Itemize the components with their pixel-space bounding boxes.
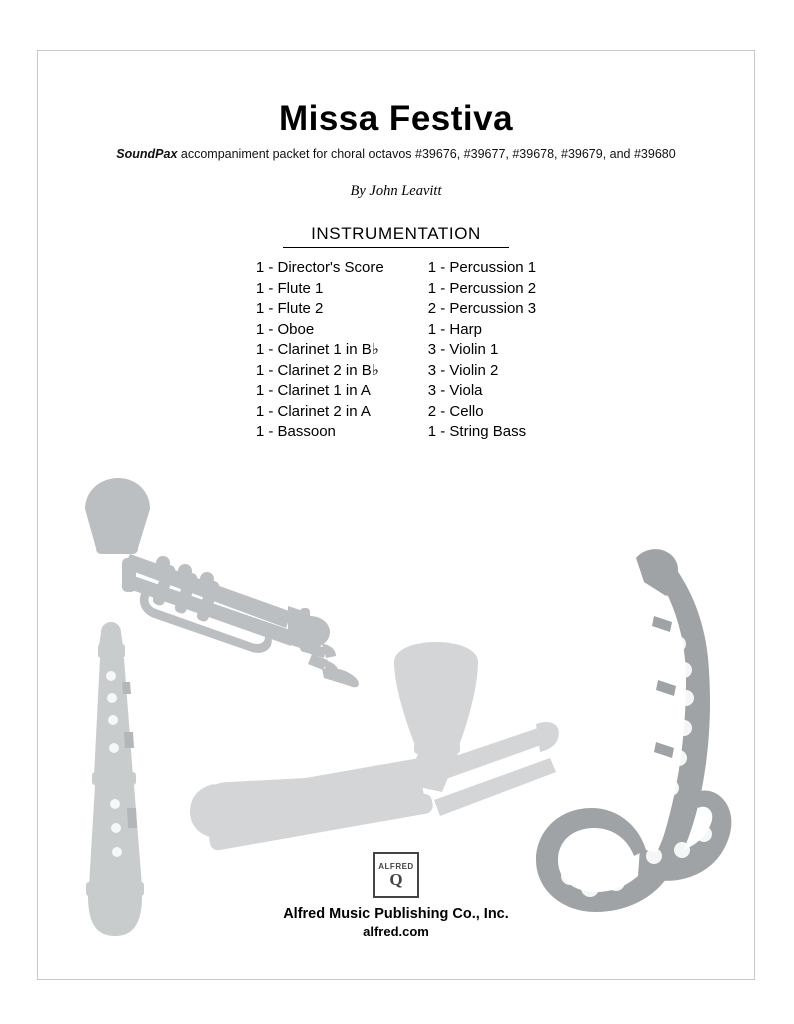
list-item: 3 - Violin 1 [427,341,499,358]
instrumentation-heading: INSTRUMENTATION [311,224,481,243]
soundpax-brand: SoundPax [116,147,178,161]
list-item: 1 - Flute 2 [255,300,324,317]
trumpet-illustration [85,478,359,687]
instrumentation-columns [256,258,536,443]
publisher-name: Alfred Music Publishing Co., Inc. [283,906,509,922]
list-item: 1 - Director's Score [255,259,384,276]
trombone-illustration [190,642,559,851]
list-item: 1 - Flute 1 [255,279,324,297]
heading-divider [283,247,509,248]
logo-top-text: ALFRED [378,861,414,871]
subtitle-text: accompaniment packet for choral octavos #39676, #39677, #39678, #39679, and #39680 [177,147,676,161]
list-item: 1 - Bassoon [255,423,336,440]
list-item: 2 - Cello [427,402,484,420]
page-title: Missa Festiva [278,99,514,138]
list-item: 1 - Percussion 1 [427,259,537,276]
list-item: 1 - Percussion 2 [427,279,537,297]
publisher-website[interactable]: alfred.com [363,924,429,939]
list-item: 1 - Clarinet 2 in B♭ [255,361,379,379]
alfred-logo-icon [373,852,419,898]
list-item: 1 - String Bass [427,423,527,440]
instrumentation-column-left [256,258,384,443]
list-item: 3 - Violin 2 [427,361,499,379]
composer-credit: By John Leavitt [350,183,442,199]
list-item: 1 - Clarinet 2 in A [255,402,371,420]
footer [38,852,754,939]
list-item: 1 - Harp [427,320,482,338]
list-item: 1 - Oboe [255,320,315,338]
list-item: 1 - Clarinet 1 in A [255,382,371,399]
list-item: 3 - Viola [427,382,483,399]
list-item: 2 - Percussion 3 [427,300,537,317]
subtitle [38,147,754,161]
list-item: 1 - Clarinet 1 in B♭ [255,341,379,358]
instrumentation-section [38,224,754,443]
cover-page [37,50,755,980]
instrumentation-column-right [428,258,536,443]
logo-mark: Q [389,869,403,889]
